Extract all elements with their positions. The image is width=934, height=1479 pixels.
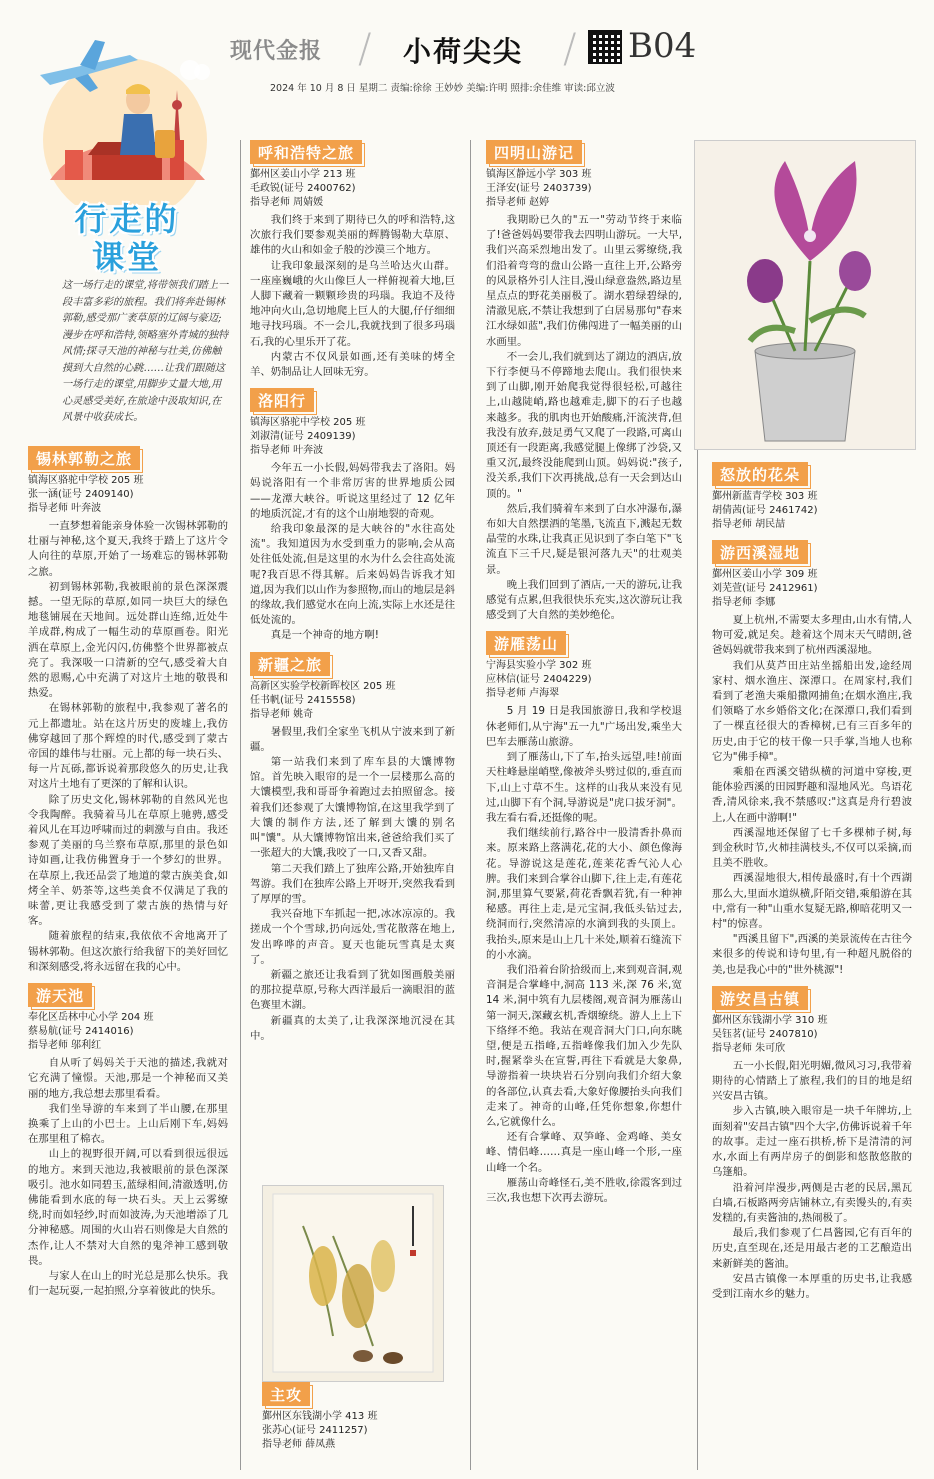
article-meta	[28, 1011, 228, 1053]
paragraph: 除了历史文化,锡林郭勒的自然风光也令我陶醉。我骑着马儿在草原上驰骋,感受着风儿在耳边呼啸而过的刺激与自由。我还参观了美丽的乌兰察布草原,那里的景色如诗如画,让我仿佛置身于一个梦幻的世界。在草原上,我还品尝了地道的蒙古族美食,如烤全羊、奶茶等,这些美食不仅满足了我的味蕾,更让我感受到了蒙古族的热情与好客。	[28, 793, 228, 928]
article-luoyang	[250, 388, 455, 643]
paragraph: 五一小长假,阳光明媚,微风习习,我带着期待的心情踏上了旅程,我们的目的地是绍兴安昌古镇。	[712, 1059, 912, 1103]
painting-birds-millet	[262, 1185, 444, 1382]
paragraph: 与家人在山上的时光总是那么快乐。我们一起玩耍,一起拍照,分享着彼此的快乐。	[28, 1269, 228, 1298]
school: 鄞州区姜山小学 213 班	[250, 169, 356, 180]
cover-title-line1: 行走的	[74, 200, 180, 238]
article-body	[712, 1059, 912, 1302]
paragraph: 我兴奋地下车抓起一把,冰冰凉凉的。我搓成一个个雪球,扔向远处,雪花散落在地上,发出哗哗的声音。夏天也能玩雪真是太爽了。	[250, 908, 455, 966]
article-meta	[262, 1410, 462, 1452]
author: 刘淑清(证号 2409139)	[250, 431, 356, 443]
article-xixi	[712, 540, 912, 978]
article-huhehaote	[250, 140, 455, 380]
article-body	[486, 213, 682, 623]
paragraph: 新疆之旅还让我看到了犹如图画般美丽的那拉提草原,号称大西洋最后一滴眼泪的蓝色赛里木湖。	[250, 968, 455, 1012]
paragraph: 乘船在西溪交错纵横的河道中穿梭,更能体验西溪的田园野趣和湿地风光。鸟语花香,清风徐来,我不禁感叹:"这真是舟行碧波上,人在画中游啊!"	[712, 766, 912, 824]
paragraph: 西溪湿地很大,相传最盛时,有十个西湖那么大,里面水道纵横,阡陌交错,乘船游在其中,常有一种"山重水复疑无路,柳暗花明又一村"的惊喜。	[712, 872, 912, 931]
paragraph: 一直梦想着能亲身体验一次锡林郭勒的壮丽与神秘,这个夏天,我终于踏上了这片令人向往的草原,开始了一场难忘的锡林郭勒之旅。	[28, 520, 228, 578]
paragraph: 我们沿着台阶拾级而上,来到观音洞,观音洞是合掌峰中,洞高 113 米,深 76 米,宽 14 米,洞中筑有九层楼阁,观音洞为雁荡山第一洞天,深藏玄机,香烟缭绕。游人上上下下络绎不绝。我站在观音洞大门口,向东眺望,便是五指峰,五指峰像我们加入少先队时,握紧拳头在宣誓,再往下看就是大象鼻,导游指着一块块岩石分别向我们介绍大象的各部位,认真去看,大象好像腰抬头向我们走来了。神奇的山峰,任凭你想象,你想什么,它就像什么。	[486, 963, 682, 1128]
teacher: 指导老师 薛凤燕	[262, 1439, 336, 1450]
article-body	[486, 704, 682, 1206]
author: 任书帆(证号 2415558)	[250, 694, 356, 706]
article-tag: 怒放的花朵	[712, 462, 808, 486]
paragraph: 真是一个神奇的地方啊!	[270, 629, 379, 642]
article-meta	[250, 416, 455, 458]
teacher: 指导老师 叶奔波	[28, 503, 102, 514]
paragraph: 我期盼已久的"五一"劳动节终于来临了!爸爸妈妈要带我去四明山游玩。一大早,我们兴高采烈地出发了。山里云雾缭绕,我们沿着弯弯的盘山公路一直往上开,公路旁的风景格外引人注目,漫山绿意盎然,路边星星点点的野花美丽极了。湖水碧绿碧绿的,清澈见底,不禁让我想到了白居易那句"春来江水绿如蓝",我们仿佛闯进了一幅美丽的山水画里。	[486, 214, 682, 348]
paragraph: 步入古镇,映入眼帘是一块千年牌坊,上面刻着"安昌古镇"四个大字,仿佛诉说着千年的故事。走过一座石拱桥,桥下是清清的河水,水面上有两岸房子的倒影和悠散悠散的乌篷船。	[712, 1105, 912, 1179]
paragraph: 晚上我们回到了酒店,一天的游玩,让我感觉有点累,但我很快乐充实,这次游玩让我感受到了大自然的美妙绝伦。	[486, 578, 682, 622]
article-tag: 呼和浩特之旅	[250, 140, 362, 164]
article-tag: 主攻	[262, 1382, 310, 1406]
paragraph: 山上的视野很开阔,可以看到很远很远的地方。来到天池边,我被眼前的景色深深吸引。池水如同碧玉,蓝绿相间,清澈透明,仿佛能看到水底的每一块石头。天上云雾缭绕,时而如轻纱,时而如波涛,为天池增添了几分神秘感。周围的火山岩石则像是大自然的杰作,让人不禁对大自然的鬼斧神工感到敬畏。	[28, 1148, 228, 1267]
author: 胡倩茜(证号 2461742)	[712, 505, 818, 516]
article-meta	[250, 680, 455, 722]
author: 张一涵(证号 2409140)	[28, 489, 134, 500]
article-tag: 锡林郭勒之旅	[28, 446, 140, 470]
article-body	[712, 613, 912, 978]
paragraph: 随着旅程的结束,我依依不舍地离开了锡林郭勒。但这次旅行给我留下的美好回忆和深刻感受,将永远留在我的心中。	[28, 930, 228, 973]
school: 鄞州新蓝青学校 303 班	[712, 491, 818, 502]
paragraph: 初到锡林郭勒,我被眼前的景色深深震撼。一望无际的草原,如同一块巨大的绿色地毯铺展在天地间。远处群山连绵,近处牛羊成群,构成了一幅生动的草原画卷。阳光洒在草原上,金光闪闪,仿佛整个世界都被点亮了。我深吸一口清新的空气,感受着大自然的恩赐,心中充满了对这片土地的敬畏和热爱。	[28, 580, 228, 700]
article-tianchi	[28, 983, 228, 1299]
paragraph: 还有合掌峰、双笋峰、金鸡峰、美女峰、情侣峰……真是一座山峰一个形,一座山峰一个名。	[486, 1131, 682, 1174]
paragraph: 自从听了妈妈关于天池的描述,我就对它充满了憧憬。天池,那是一个神秘而又美丽的地方,我总想去那里看看。	[28, 1057, 228, 1100]
paragraph: 安昌古镇像一本厚重的历史书,让我感受到江南水乡的魅力。	[712, 1272, 912, 1300]
paragraph: 第二天我们踏上了独库公路,开始独库自驾游。我们在独库公路上开呀开,突然我看到了厚厚的雪。	[250, 862, 455, 905]
column-4	[712, 462, 912, 1472]
article-xilinguole	[28, 446, 228, 975]
column-3	[486, 140, 682, 1475]
article-meta	[712, 568, 912, 610]
article-meta	[486, 659, 682, 701]
school: 镇海区骆驼中学校 205 班	[250, 417, 366, 429]
article-tag: 游雁荡山	[486, 631, 566, 655]
article-body	[250, 461, 455, 643]
divider-slash: /	[358, 26, 372, 72]
school: 鄞州区姜山小学 309 班	[712, 569, 818, 580]
article-xinjiang	[250, 652, 455, 1044]
article-tag: 游西溪湿地	[712, 540, 808, 564]
teacher: 指导老师 姚奇	[250, 708, 314, 720]
artwork-credit-zhugong	[262, 1382, 462, 1452]
paragraph: 今年五一小长假,妈妈带我去了洛阳。妈妈说洛阳有一个非常厉害的世界地质公园——龙潭大峡谷。听说这里经过了 12 亿年的地质沉淀,才有的这个山崩地裂的奇观。	[250, 462, 455, 520]
school: 镇海区静远小学 303 班	[486, 169, 592, 180]
paragraph: 第一站我们来到了库车县的大馕博物馆。首先映入眼帘的是一个一层楼那么高的大馕模型,我和哥哥争着跑过去拍照留念。接着我们还参观了大馕博物馆,在这里我学到了大馕的制作方法,还了解到大馕的别名叫"馕"。从大馕博物馆出来,爸爸给我们买了一张超大的大馕,我咬了一口,又香又甜。	[250, 756, 455, 860]
article-meta	[712, 490, 912, 532]
paragraph: 最后,我们参观了仁昌酱园,它有百年的历史,直至现在,还是用最古老的工艺酿造出来新鲜美的酱油。	[712, 1227, 912, 1270]
article-tag: 游安昌古镇	[712, 986, 808, 1010]
article-body	[250, 213, 455, 380]
teacher: 指导老师 叶奔波	[250, 445, 324, 457]
paragraph: 夏上杭州,不需要太多理由,山水有情,人物可爱,就足矣。趁着这个周末天气晴朗,爸爸妈妈就带我来到了杭州西溪湿地。	[712, 614, 912, 657]
teacher: 指导老师 周婧媛	[250, 197, 324, 208]
dateline: 2024 年 10 月 8 日 星期二 责编:徐徐 王妙妙 美编:许明 照排:余佳维 审读:邱立波	[270, 83, 615, 94]
article-yandang	[486, 631, 682, 1206]
teacher: 指导老师 赵婷	[486, 197, 550, 208]
divider-slash: /	[563, 26, 577, 72]
article-body	[28, 1056, 228, 1299]
author: 王泽安(证号 2403739)	[486, 183, 592, 194]
artwork-credit-flowers	[712, 462, 912, 532]
paragraph: 在锡林郭勒的旅程中,我参观了著名的元上都遗址。站在这片历史的废墟上,我仿佛穿越回了那个辉煌的时代,感受到了蒙古帝国的雄伟与壮丽。元上都的每一块石头、每一片瓦砾,都诉说着那段悠久的历史,让我对这片土地有了更深的了解和认识。	[28, 702, 228, 791]
paragraph: 新疆真的太美了,让我深深地沉浸在其中。	[250, 1014, 455, 1042]
column-divider	[240, 140, 241, 1470]
paragraph: 暑假里,我们全家坐飞机从宁波来到了新疆。	[250, 725, 455, 753]
paragraph: 我们坐导游的车来到了半山腰,在那里换乘了上山的小巴士。上山后刚下车,妈妈在那里租了棉衣。	[28, 1102, 228, 1146]
page-header	[218, 24, 698, 74]
article-tag: 新疆之旅	[250, 652, 330, 676]
article-meta	[712, 1014, 912, 1056]
author: 张苏心(证号 2411257)	[262, 1425, 368, 1436]
teacher: 指导老师 胡民喆	[712, 519, 786, 530]
author: 蔡易航(证号 2414016)	[28, 1026, 134, 1038]
paragraph: 雁荡山奇峰怪石,美不胜收,徐霞客到过三次,我也想下次再去游玩。	[486, 1176, 682, 1204]
school: 镇海区骆驼中学校 205 班	[28, 475, 144, 486]
teacher: 指导老师 李娜	[712, 597, 776, 608]
article-tag: 洛阳行	[250, 388, 314, 412]
article-meta	[28, 474, 228, 516]
paragraph: "西溪且留下",西溪的美景流传在古往今来很多的传说和诗句里,有一种超凡脱俗的美,也是我心中的"世外桃源"!	[712, 933, 912, 976]
paragraph: 不一会儿,我们就到达了湖边的酒店,放下行李便马不停蹄地去爬山。我们很快来到了山脚,刚开始爬我觉得很轻松,可越往上,山越陡峭,路也越难走,脚下的石子也越来越多。我的肌肉也开始酸痛,汗流浃背,但我没有放弃,鼓足勇气又爬了一段路,可离山顶还有一段距离,我感觉腿上像绑了沙袋,又重又沉,最终没能爬到山顶。妈妈说:"孩子,没关系,我们下次再挑战,总有一天会到达山顶的。"	[486, 350, 682, 500]
newspaper-brand: 现代金报	[230, 38, 323, 64]
cover-title-line2: 课堂	[91, 238, 162, 276]
author: 毛政锐(证号 2400762)	[250, 183, 356, 194]
school: 宁海县实验小学 302 班	[486, 660, 592, 672]
paragraph: 然后,我们骑着车来到了白水冲瀑布,瀑布如大自然摆酒的笔墨,飞流直下,溅起无数晶莹的水珠,让我真正见识到了李白笔下"飞流直下三千尺,疑是银河落九天"的壮观美景。	[486, 502, 682, 576]
article-tag: 游天池	[28, 983, 92, 1007]
paragraph: 我们继续前行,路谷中一股清香扑鼻而来。原来路上落满花,花的大小、颜色像海花。导游说这是莲花,莲莱花香气沁人心脾。我们来到合掌谷山脚下,往上走,有莲花洞,那里算气要紧,荷花香飘若犹,有一种神秘感。再往上走,是元宝洞,我低头钻过去,绕洞而行,突然清凉的水滴到我的头顶上。我抬头,原来是山上几十米处,顺着石缝流下的小水滴。	[486, 827, 682, 961]
article-anchang	[712, 986, 912, 1302]
author: 吴钰茗(证号 2407810)	[712, 1028, 818, 1040]
paragraph: 给我印象最深的是大峡谷的"水往高处流"。我知道因为水受到重力的影响,会从高处往低处流,但是这里的水为什么会往高处流呢?我百思不得其解。后来妈妈告诉我才知道,因为我们以山作为参照物,而山的地层是斜的缘故,我们感觉水在向上流,实际上水还是往低处流的。	[250, 523, 455, 627]
article-body	[28, 519, 228, 975]
cover-block	[20, 30, 230, 276]
author: 刘芜萱(证号 2412961)	[712, 583, 818, 594]
intro-text: 这一场行走的课堂,将带领我们踏上一段丰富多彩的旅程。我们将奔赴锡林郭勒,感受那广袤草原的辽阔与豪迈;漫步在呼和浩特,领略塞外青城的独特风情;探寻天池的神秘与壮美,仿佛触摸到大自然的心跳……让我们跟随这一场行走的课堂,用脚步丈量大地,用心灵感受美好,在旅途中汲取知识,在风景中收获成长。	[62, 280, 229, 423]
qr-code-icon[interactable]	[588, 30, 622, 64]
author: 应林信(证号 2404229)	[486, 674, 592, 686]
travel-illustration	[20, 30, 230, 205]
article-body	[250, 725, 455, 1044]
page-number: B04	[628, 26, 697, 66]
school: 鄞州区东钱湖小学 413 班	[262, 1411, 378, 1422]
column-divider	[470, 140, 471, 1470]
paragraph: 沿着河岸漫步,两侧是古老的民居,黑瓦白墙,石板路两旁店铺林立,有卖馒头的,有卖发糕的,有卖酱油的,热闹极了。	[712, 1181, 912, 1224]
teacher: 指导老师 朱可欣	[712, 1042, 786, 1054]
article-meta	[486, 168, 682, 210]
paragraph: 我们终于来到了期待已久的呼和浩特,这次旅行我们要参观美丽的辉腾锡勒大草原、雄伟的火山和如金子般的沙漠三个地方。	[250, 214, 455, 257]
drawing-flowers-in-vase	[694, 140, 916, 450]
paragraph: 内蒙古不仅风景如画,还有美味的烤全羊、奶制品让人回味无穷。	[250, 350, 455, 379]
paragraph: 西溪湿地还保留了七千多棵柿子树,每到金秋时节,火柿挂满枝头,不仅可以采摘,而且美不胜收。	[712, 826, 912, 870]
school: 鄞州区东钱湖小学 310 班	[712, 1014, 828, 1026]
article-tag: 四明山游记	[486, 140, 582, 164]
section-title: 小荷尖尖	[403, 35, 524, 68]
column-1	[28, 446, 228, 1471]
paragraph: 5 月 19 日是我国旅游日,我和学校退休老师们,从宁海"五一九"广场出发,乘坐大巴车去雁荡山旅游。	[486, 705, 682, 748]
teacher: 指导老师 邬利红	[28, 1040, 102, 1052]
school: 奉化区岳林中心小学 204 班	[28, 1012, 154, 1024]
paragraph: 到了雁荡山,下了车,抬头远望,哇!前面天柱峰悬崖峭壁,像被斧头劈过似的,垂直而下,山上寸草不生。这样的山我从来没有见过,山脚下有个洞,导游说是"虎口拔牙洞"。我左看右看,还挺像的呢。	[486, 751, 682, 824]
teacher: 指导老师 卢海翠	[486, 688, 560, 700]
article-meta	[250, 168, 455, 210]
cover-title	[52, 200, 202, 276]
paragraph: 让我印象最深刻的是乌兰哈达火山群。一座座巍峨的火山像巨人一样俯视着大地,巨人脚下藏着一颗颗珍贵的玛瑙。我迫不及待地冲向火山,急切地爬上巨人的大腿,仔仔细细地寻找玛瑙。不一会儿,我就找到了很多玛瑙石,我的心里乐开了花。	[250, 259, 455, 348]
school: 高新区实验学校新晖校区 205 班	[250, 680, 396, 692]
article-siming	[486, 140, 682, 623]
paragraph: 我们从莫芦田庄站坐摇船出发,途经周家村、烟水渔庄、深潭口。在周家村,我们看到了老渔夫乘船撒网捕鱼;在烟水渔庄,我们领略了水乡婚俗文化;在深潭口,我们看到了一棵直径很大的香樟树,已有三百多年的历史,由于它的枝干像一只手掌,当地人也称它为"佛手樟"。	[712, 659, 912, 763]
